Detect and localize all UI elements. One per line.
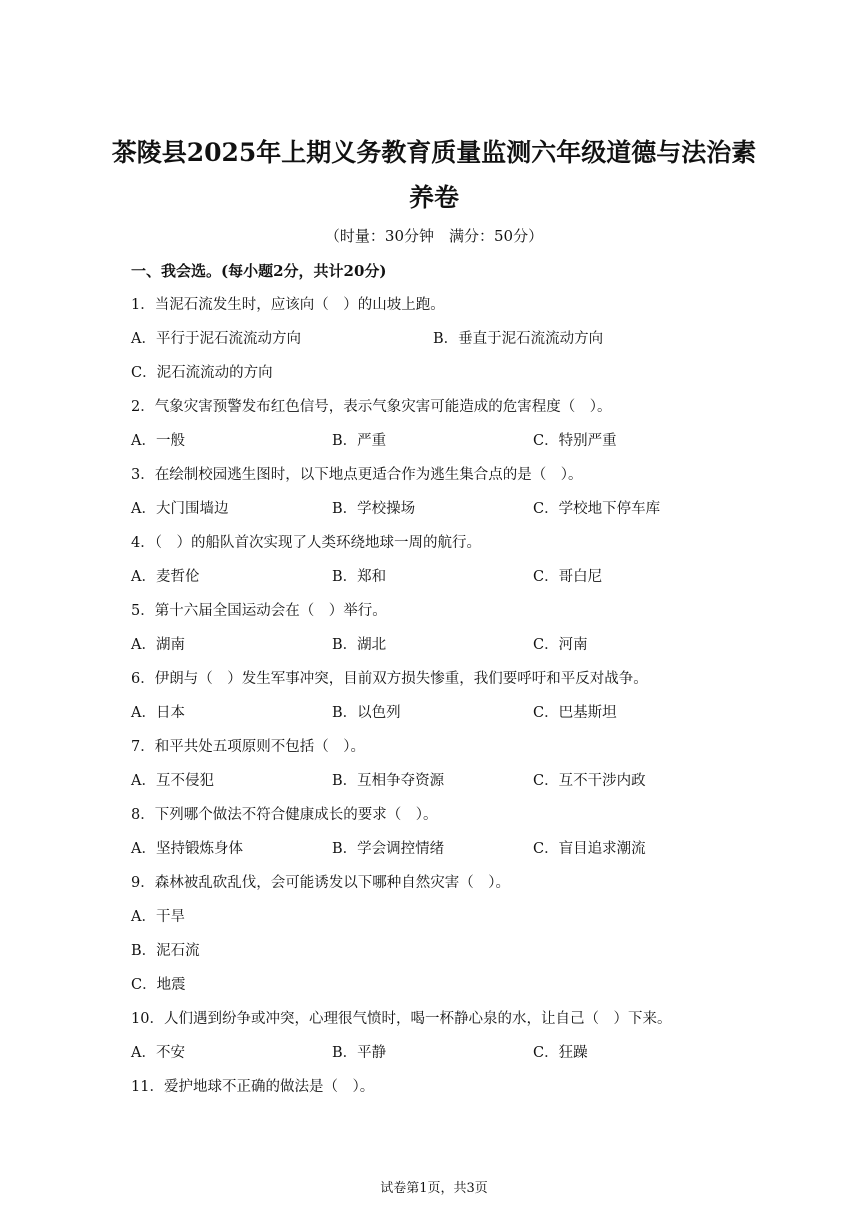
question-7: 7．和平共处五项原则不包括（ ）。 (131, 739, 365, 755)
question-5-option-b: B．湖北 (332, 637, 387, 653)
question-8: 8．下列哪个做法不符合健康成长的要求（ ）。 (131, 807, 438, 823)
question-7-option-b: B．互相争夺资源 (332, 773, 445, 789)
question-4-option-a: A．麦哲伦 (131, 569, 200, 585)
question-11: 11．爱护地球不正确的做法是（ ）。 (131, 1079, 375, 1095)
question-6: 6．伊朗与（ ）发生军事冲突，目前双方损失惨重，我们要呼吁和平反对战争。 (131, 671, 648, 687)
question-8-option-b: B．学会调控情绪 (332, 841, 445, 857)
question-3-option-a: A．大门围墙边 (131, 501, 229, 517)
question-2-option-c: C．特别严重 (533, 433, 617, 449)
question-2: 2．气象灾害预警发布红色信号，表示气象灾害可能造成的危害程度（ ）。 (131, 399, 612, 415)
question-9: 9．森林被乱砍乱伐，会可能诱发以下哪种自然灾害（ ）。 (131, 875, 510, 891)
question-10-option-c: C．狂躁 (533, 1045, 588, 1061)
question-7-option-c: C．互不干涉内政 (533, 773, 646, 789)
question-4: 4．（ ）的船队首次实现了人类环绕地球一周的航行。 (131, 535, 481, 551)
question-5-option-c: C．河南 (533, 637, 588, 653)
question-9-option-c: C．地震 (131, 977, 186, 993)
question-8-option-a: A．坚持锻炼身体 (131, 841, 243, 857)
question-3-option-c: C．学校地下停车库 (533, 501, 661, 517)
question-6-option-b: B．以色列 (332, 705, 401, 721)
question-2-option-b: B．严重 (332, 433, 387, 449)
question-4-option-c: C．哥白尼 (533, 569, 603, 585)
question-10: 10．人们遇到纷争或冲突，心理很气愤时，喝一杯静心泉的水，让自己（ ）下来。 (131, 1011, 672, 1027)
question-7-option-a: A．互不侵犯 (131, 773, 214, 789)
question-1-option-a: A．平行于泥石流流动方向 (131, 331, 301, 347)
question-4-option-b: B．郑和 (332, 569, 387, 585)
question-6-option-c: C．巴基斯坦 (533, 705, 617, 721)
question-5-option-a: A．湖南 (131, 637, 185, 653)
question-3-option-b: B．学校操场 (332, 501, 416, 517)
question-1-option-b: B．垂直于泥石流流动方向 (433, 331, 604, 347)
question-1: 1．当泥石流发生时，应该向（ ）的山坡上跑。 (131, 297, 445, 313)
question-1-option-c: C．泥石流流动的方向 (131, 365, 273, 381)
question-5: 5．第十六届全国运动会在（ ）举行。 (131, 603, 387, 619)
section-heading: 一、我会选。(每小题2分，共计20分) (131, 262, 387, 280)
exam-title-line1: 茶陵县2025年上期义务教育质量监测六年级道德与法治素 (111, 138, 757, 167)
question-10-option-b: B．平静 (332, 1045, 387, 1061)
question-3: 3．在绘制校园逃生图时，以下地点更适合作为逃生集合点的是（ ）。 (131, 467, 583, 483)
question-9-option-b: B．泥石流 (131, 943, 200, 959)
exam-title-line2: 养卷 (408, 183, 459, 212)
question-8-option-c: C．盲目追求潮流 (533, 841, 646, 857)
question-2-option-a: A．一般 (131, 433, 185, 449)
page-footer: 试卷第1页，共3页 (380, 1181, 488, 1196)
question-6-option-a: A．日本 (131, 705, 185, 721)
question-9-option-a: A．干旱 (131, 909, 185, 925)
exam-subtitle: （时量：30分钟 满分：50分） (324, 227, 544, 245)
question-10-option-a: A．不安 (131, 1045, 185, 1061)
